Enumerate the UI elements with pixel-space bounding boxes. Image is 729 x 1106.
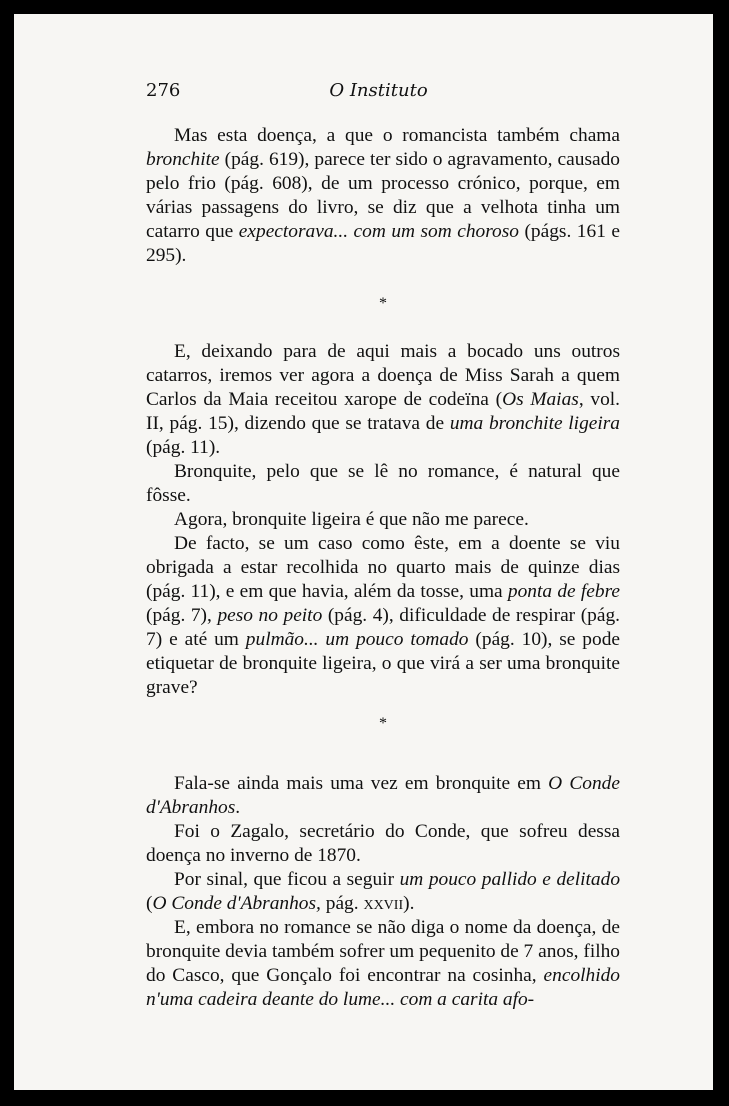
- paragraph: De facto, se um caso como êste, em a doente se viu obrigada a estar recolhida no quarto mais de quinze dias (pág. 11), e em que havia, além da tosse, uma ponta de febre (pág. 7), peso no peito (pág. 4), dificuldade de respirar (pág. 7) e até um pulmão... um pouco tomado (pág. 10), se pode etiquetar de bronquite ligeira, o que virá a ser uma bronquite grave?: [146, 533, 621, 698]
- paragraph: E, embora no romance se não diga o nome da doença, de bronquite devia também sofrer um pequenito de 7 anos, filho do Casco, que Gonçalo foi encontrar na cosinha, encolhido n'uma cadeira deante do lume... com a carita afo-: [146, 917, 620, 1010]
- paragraph: Foi o Zagalo, secretário do Conde, que sofreu dessa doença no inverno de 1870.: [146, 821, 620, 866]
- paragraph: Por sinal, que ficou a seguir um pouco pallido e delitado (O Conde d'Abranhos, pág. xxvii).: [146, 869, 621, 914]
- paragraph: Mas esta doença, a que o romancista também chama bronchite (pág. 619), parece ter sido o agravamento, causado pelo frio (pág. 608), de um processo crónico, porque, em várias passagens do livro, se diz que a velhota tinha um catarro que expectorava... com um som choroso (págs. 161 e 295).: [146, 125, 620, 266]
- book-page: [14, 14, 713, 1090]
- running-title: O Instituto: [329, 80, 428, 101]
- paragraph: Fala-se ainda mais uma vez em bronquite em O Conde d'Abranhos.: [146, 773, 620, 818]
- paragraph: Bronquite, pelo que se lê no romance, é natural que fôsse.: [146, 461, 620, 506]
- section-separator: *: [379, 295, 387, 312]
- page-header: [146, 80, 611, 104]
- page-number: 276: [146, 80, 181, 101]
- body-text: [146, 124, 620, 1012]
- section-separator: *: [379, 715, 387, 732]
- paragraph: Agora, bronquite ligeira é que não me parece.: [174, 509, 529, 530]
- paragraph: E, deixando para de aqui mais a bocado uns outros catarros, iremos ver agora a doença de Miss Sarah a quem Carlos da Maia receitou xarope de codeïna (Os Maias, vol. II, pág. 15), dizendo que se tratava de uma bronchite ligeira (pág. 11).: [146, 341, 621, 458]
